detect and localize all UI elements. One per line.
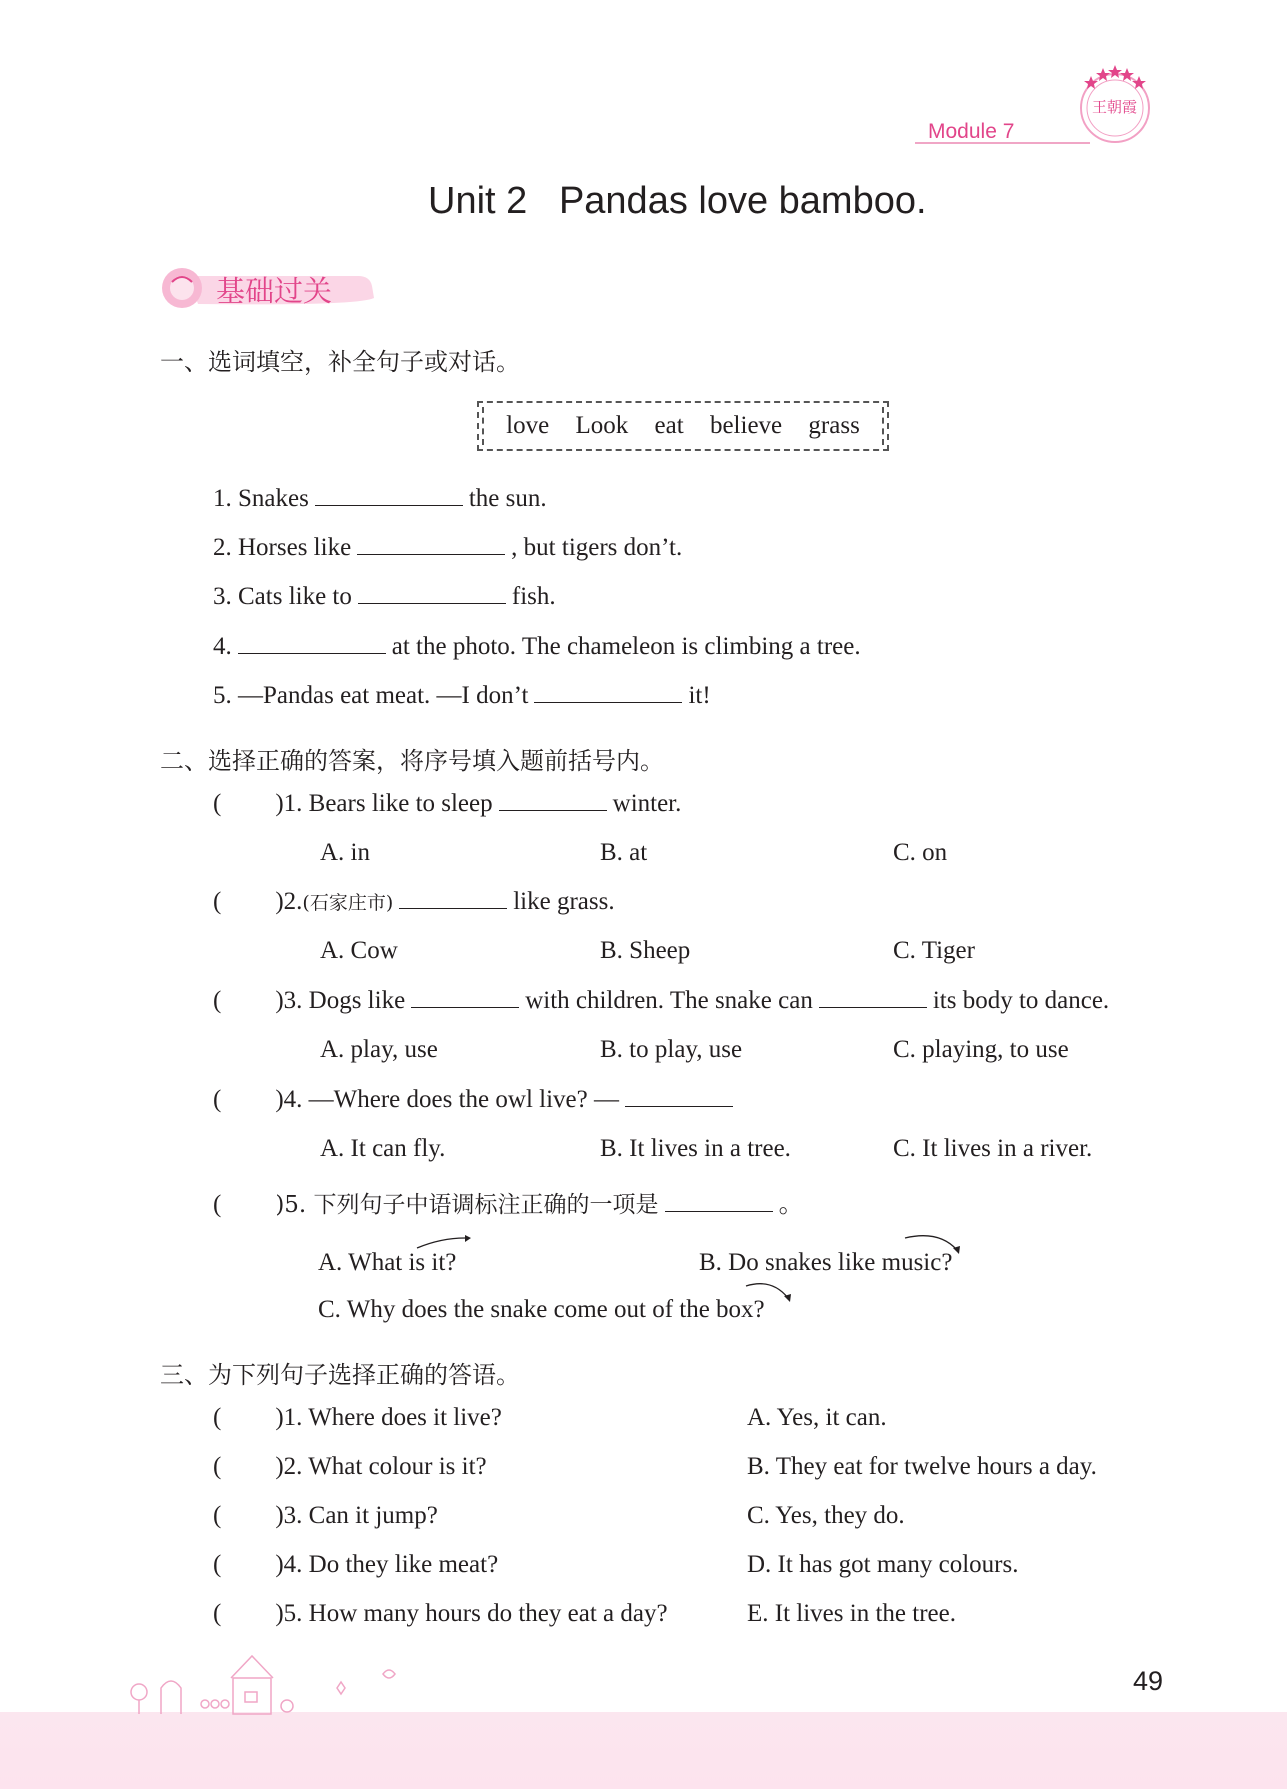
match-answer: E. It lives in the tree.: [747, 1600, 956, 1627]
answer-blank[interactable]: [411, 1006, 519, 1008]
option-c[interactable]: C. on: [893, 839, 948, 866]
question-text: 。: [778, 1191, 804, 1218]
fill-item-text: at the photo. The chameleon is climbing a tree.: [391, 633, 861, 660]
word-bank-item: grass: [808, 412, 860, 439]
fill-item-4: [213, 633, 861, 661]
header-underline: [915, 140, 1095, 148]
option-c[interactable]: C. Tiger: [893, 937, 975, 964]
fill-item-text: it!: [688, 682, 711, 709]
match-question-4: [213, 1551, 498, 1579]
badge-label: 基础过关: [216, 274, 333, 308]
option-b[interactable]: B. at: [600, 839, 648, 866]
fill-item-3: [213, 583, 556, 611]
intonation-arrow-icon: [744, 1280, 794, 1304]
answer-blank[interactable]: [358, 602, 506, 604]
answer-bracket[interactable]: (: [213, 790, 222, 817]
footer-decoration-icon: [125, 1648, 405, 1718]
match-answer: C. Yes, they do.: [747, 1502, 905, 1529]
intonation-arrow-icon: [415, 1234, 471, 1252]
question-text: )5. How many hours do they eat a day?: [275, 1600, 668, 1627]
option-a[interactable]: A. Cow: [320, 937, 398, 964]
question-text: )3. Dogs like: [275, 987, 406, 1014]
word-bank: [477, 401, 889, 451]
answer-blank[interactable]: [534, 701, 682, 703]
fill-item-text: fish.: [511, 583, 556, 610]
question-text: like grass.: [513, 888, 615, 915]
fill-item-1: [213, 485, 547, 513]
stamp-text: 王朝霞: [1092, 98, 1138, 116]
fill-item-text: the sun.: [468, 485, 547, 512]
option-a[interactable]: A. in: [320, 839, 370, 866]
option-a[interactable]: A. It can fly.: [320, 1135, 446, 1162]
answer-blank[interactable]: [315, 504, 463, 506]
stamp-logo: [1075, 62, 1155, 152]
page-number: 49: [1133, 1666, 1164, 1696]
question-text: winter.: [612, 790, 682, 817]
fill-item-text: , but tigers don’t.: [511, 534, 683, 561]
answer-blank[interactable]: [819, 1006, 927, 1008]
option-c[interactable]: C. playing, to use: [893, 1036, 1069, 1063]
choice-question-1: [213, 790, 681, 818]
option-b[interactable]: B. Sheep: [600, 937, 691, 964]
section-badge: [158, 262, 378, 312]
option-b[interactable]: B. Do snakes like music?: [699, 1249, 953, 1276]
fill-item-text: 4.: [213, 633, 232, 660]
match-question-5: [213, 1600, 668, 1628]
question-text: )4. Do they like meat?: [275, 1551, 499, 1578]
question-text: )5. 下列句子中语调标注正确的一项是: [275, 1192, 659, 1218]
match-answer: A. Yes, it can.: [747, 1404, 887, 1431]
part3-heading: 三、为下列句子选择正确的答语。: [160, 1361, 520, 1389]
part2-heading: 二、选择正确的答案，将序号填入题前括号内。: [160, 747, 664, 775]
match-answer: B. They eat for twelve hours a day.: [747, 1453, 1097, 1480]
answer-blank[interactable]: [399, 907, 507, 909]
fill-item-2: [213, 534, 682, 562]
answer-blank[interactable]: [238, 652, 386, 654]
option-c[interactable]: C. It lives in a river.: [893, 1135, 1093, 1162]
match-question-3: [213, 1502, 438, 1530]
part1-heading: 一、选词填空，补全句子或对话。: [160, 348, 520, 376]
footer-band: [0, 1712, 1287, 1789]
answer-blank[interactable]: [665, 1210, 773, 1212]
answer-blank[interactable]: [499, 809, 607, 811]
question-text: its body to dance.: [932, 987, 1110, 1014]
source-tag: (石家庄市): [302, 892, 394, 914]
question-text: with children. The snake can: [525, 987, 813, 1014]
fill-item-5: [213, 682, 711, 710]
word-bank-item: believe: [709, 412, 783, 439]
match-question-2: [213, 1453, 487, 1481]
word-bank-item: Look: [575, 412, 629, 439]
option-a[interactable]: A. play, use: [320, 1036, 438, 1063]
answer-blank[interactable]: [625, 1105, 733, 1107]
answer-bracket[interactable]: (: [213, 888, 222, 915]
option-a[interactable]: A. What is it?: [318, 1249, 457, 1276]
option-b[interactable]: B. It lives in a tree.: [600, 1135, 791, 1162]
fill-item-text: 5. —Pandas eat meat. —I don’t: [213, 682, 529, 709]
answer-bracket[interactable]: (: [213, 1191, 222, 1218]
match-answer: D. It has got many colours.: [747, 1551, 1019, 1578]
answer-blank[interactable]: [357, 553, 505, 555]
page-title: Unit 2 Pandas love bamboo.: [428, 180, 927, 222]
question-text: )3. Can it jump?: [275, 1502, 438, 1529]
question-text: )1. Where does it live?: [275, 1404, 502, 1431]
answer-bracket[interactable]: (: [213, 1404, 222, 1431]
word-bank-item: love: [506, 412, 550, 439]
choice-question-4: [213, 1086, 739, 1114]
question-text: )1. Bears like to sleep: [275, 790, 493, 817]
question-text: )4. —Where does the owl live? —: [275, 1086, 619, 1113]
answer-bracket[interactable]: (: [213, 1086, 222, 1113]
choice-question-3: [213, 987, 1109, 1015]
fill-item-text: 1. Snakes: [213, 485, 309, 512]
choice-question-5: [213, 1184, 804, 1220]
match-question-1: [213, 1404, 502, 1432]
option-c[interactable]: C. Why does the snake come out of the box?: [318, 1296, 765, 1323]
answer-bracket[interactable]: (: [213, 1551, 222, 1578]
answer-bracket[interactable]: (: [213, 1600, 222, 1627]
question-text: )2.: [275, 888, 303, 915]
module-label: Module 7: [928, 120, 1015, 143]
answer-bracket[interactable]: (: [213, 1453, 222, 1480]
fill-item-text: 2. Horses like: [213, 534, 352, 561]
fill-item-text: 3. Cats like to: [213, 583, 352, 610]
answer-bracket[interactable]: (: [213, 1502, 222, 1529]
option-b[interactable]: B. to play, use: [600, 1036, 743, 1063]
question-text: )2. What colour is it?: [275, 1453, 487, 1480]
answer-bracket[interactable]: (: [213, 987, 222, 1014]
intonation-arrow-icon: [903, 1232, 963, 1256]
choice-question-2: [213, 888, 615, 916]
word-bank-item: eat: [654, 412, 684, 439]
